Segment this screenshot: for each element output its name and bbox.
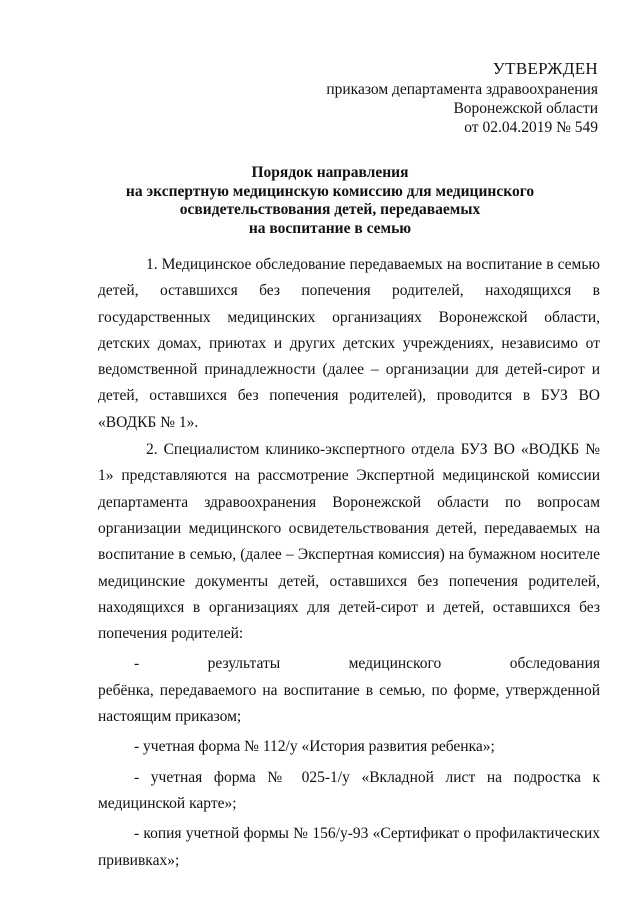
list-item-4: - копия учетной формы № 156/у-93 «Сертификат о профилактических прививках»; (98, 825, 600, 869)
list-item-3: - учетная форма № 025-1/у «Вкладной лист на подростка к медицинской карте»; (98, 768, 600, 812)
approval-heading: УТВЕРЖДЕН (492, 59, 598, 78)
list-item-1: - результаты медицинского обследования ребёнка, передаваемого на воспитание в семью, по форме, утвержденной настоящим приказом; (98, 655, 639, 726)
title-line-2: на экспертную медицинскую комиссию для медицинского (125, 182, 535, 200)
paragraph-1: 1. Медицинское обследование передаваемых на воспитание в семью детей, оставшихся без попечения родителей, находящихся в государственных медицинских организациях Воронежской области, детских домах, приютах и других детских учреждениях, независимо от ведомственной принадлежности (далее – организации для детей-сирот и детей, оставшихся без попечения родителей), проводится в БУЗ ВО «ВОДКБ № 1». (98, 256, 600, 431)
document-title (110, 164, 550, 238)
approval-block (268, 58, 598, 137)
document-body (98, 252, 639, 874)
approval-region-line: Воронежской области (453, 100, 598, 117)
title-line-3: освидетельствования детей, передаваемых (179, 201, 481, 218)
title-line-4: на воспитание в семью (248, 219, 412, 237)
approval-order-line: приказом департамента здравоохранения (326, 81, 598, 98)
title-line-1: Порядок направления (251, 164, 409, 181)
list-item-2: - учетная форма № 112/у «История развития ребенка»; (134, 738, 495, 756)
approval-date-line: от 02.04.2019 № 549 (464, 119, 598, 136)
paragraph-2: 2. Специалистом клинико-экспертного отдела БУЗ ВО «ВОДКБ № 1» представляются на рассмотрение Экспертной медицинской комиссии департамента здравоохранения Воронежской области по вопросам организации медицинского освидетельствования детей, передаваемых на воспитание в семью, (далее – Экспертная комиссия) на бумажном носителе медицинские документы детей, оставшихся без попечения родителей, находящихся в организациях для детей-сирот и детей, оставшихся без попечения родителей: (98, 441, 600, 643)
